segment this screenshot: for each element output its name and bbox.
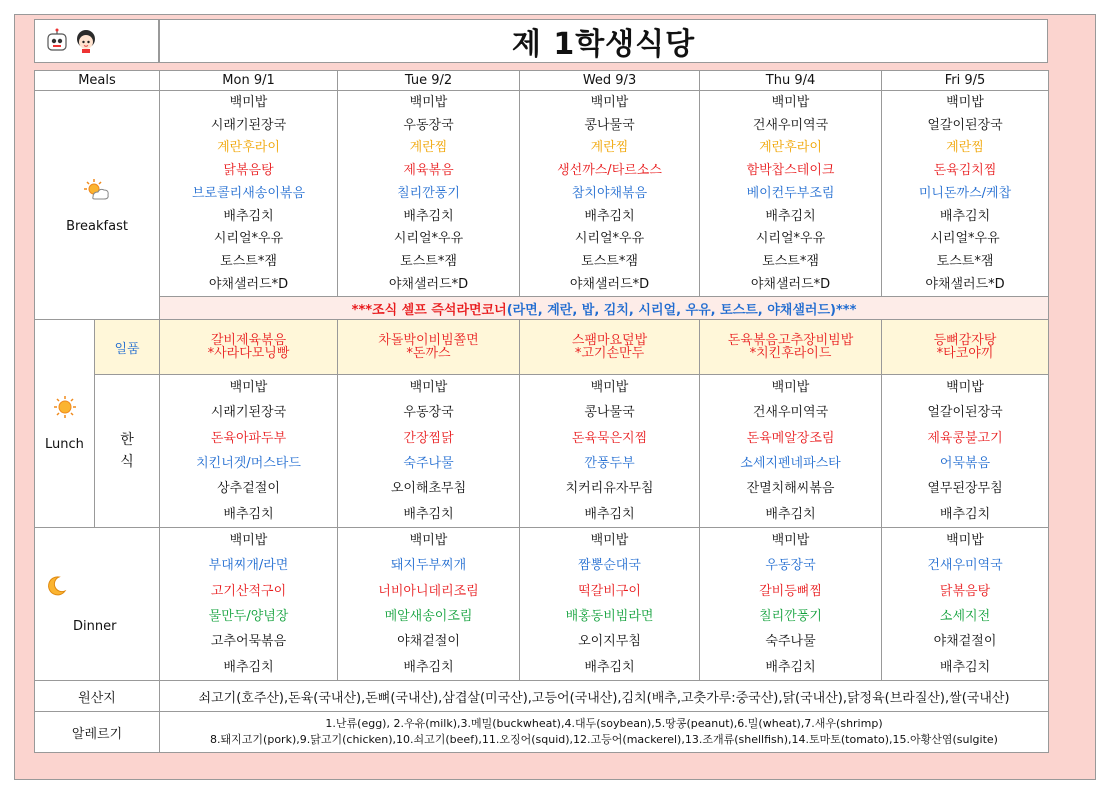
menu-item: 시래기된장국 bbox=[210, 117, 287, 133]
menu-item: 시리얼*우유 bbox=[930, 231, 1000, 247]
header-row bbox=[35, 71, 1049, 91]
menu-item: 돈육김치찜 bbox=[933, 163, 997, 179]
logo-box bbox=[34, 19, 159, 63]
ilpum-label: 일품 bbox=[95, 320, 160, 375]
ilpum-item: 갈비제육볶음 bbox=[210, 333, 287, 348]
breakfast-cell bbox=[700, 91, 882, 297]
day-header: Mon 9/1 bbox=[160, 71, 338, 91]
menu-item: 메알새송이조림 bbox=[384, 609, 473, 625]
menu-item: 토스트*잼 bbox=[762, 254, 819, 270]
ilpum-cell bbox=[338, 320, 520, 375]
ilpum-side: *타코야끼 bbox=[936, 346, 994, 361]
day-header: Tue 9/2 bbox=[338, 71, 520, 91]
hansik-label: 한 식 bbox=[120, 431, 134, 470]
hansik-cell bbox=[700, 375, 882, 528]
menu-item: 닭볶음탕 bbox=[223, 163, 274, 179]
page-title: 제 1학생식당 bbox=[511, 27, 696, 62]
breakfast-cell bbox=[520, 91, 700, 297]
menu-item: 얼갈이된장국 bbox=[927, 405, 1003, 421]
menu-item: 베이컨두부조림 bbox=[746, 185, 835, 201]
day-header: Wed 9/3 bbox=[520, 71, 700, 91]
menu-item: 야채샐러드*D bbox=[388, 277, 469, 292]
menu-item: 백미밥 bbox=[771, 380, 810, 396]
menu-item: 백미밥 bbox=[229, 94, 268, 110]
menu-item: 배추김치 bbox=[403, 659, 454, 675]
menu-item: 제육볶음 bbox=[403, 163, 454, 179]
menu-table bbox=[34, 70, 1049, 753]
menu-item: 배추김치 bbox=[765, 506, 816, 522]
menu-item: 야채샐러드*D bbox=[750, 277, 831, 292]
menu-item: 배추김치 bbox=[223, 506, 274, 522]
menu-item: 치킨너겟/머스타드 bbox=[196, 456, 301, 472]
menu-item: 백미밥 bbox=[771, 533, 810, 549]
menu-item: 백미밥 bbox=[590, 94, 629, 110]
dinner-cell bbox=[700, 528, 882, 681]
menu-item: 계란후라이 bbox=[217, 140, 280, 156]
menu-item: 제육콩불고기 bbox=[927, 430, 1003, 446]
menu-item: 얼갈이된장국 bbox=[927, 117, 1003, 133]
allergy-cell bbox=[160, 712, 1049, 753]
breakfast-note-row bbox=[35, 297, 1049, 320]
menu-item: 고추어묵볶음 bbox=[210, 634, 287, 650]
hansik-label-cell bbox=[95, 375, 160, 528]
menu-item: 야채겉절이 bbox=[933, 634, 997, 650]
ilpum-cell bbox=[520, 320, 700, 375]
menu-item: 배추김치 bbox=[403, 506, 454, 522]
menu-item: 배추김치 bbox=[403, 208, 454, 224]
menu-item: 배추김치 bbox=[584, 506, 635, 522]
ilpum-item: 돈육볶음고추장비빔밥 bbox=[727, 333, 854, 348]
menu-item: 백미밥 bbox=[946, 380, 984, 396]
menu-item: 참치야채볶음 bbox=[571, 185, 648, 201]
dinner-cell bbox=[520, 528, 700, 681]
breakfast-note bbox=[160, 297, 1049, 320]
sun-cloud-icon bbox=[83, 177, 111, 201]
menu-item: 물만두/양념장 bbox=[208, 609, 289, 625]
day-header: Fri 9/5 bbox=[882, 71, 1049, 91]
dinner-cell bbox=[160, 528, 338, 681]
menu-item: 떡갈비구이 bbox=[578, 583, 641, 599]
menu-item: 브로콜리새송이볶음 bbox=[192, 185, 306, 201]
menu-item: 배홍동비빔라면 bbox=[565, 609, 654, 625]
meals-header: Meals bbox=[35, 71, 160, 91]
menu-item: 간장찜닭 bbox=[403, 430, 454, 446]
menu-item: 시리얼*우유 bbox=[755, 231, 826, 247]
dinner-label-cell bbox=[35, 528, 160, 681]
ilpum-side: *돈까스 bbox=[406, 346, 451, 361]
menu-item: 계란후라이 bbox=[759, 140, 822, 156]
menu-item: 칠리깐풍기 bbox=[397, 185, 460, 201]
breakfast-cell bbox=[160, 91, 338, 297]
hansik-cell bbox=[338, 375, 520, 528]
breakfast-row bbox=[35, 91, 1049, 297]
menu-item: 백미밥 bbox=[946, 533, 984, 549]
menu-item: 시리얼*우유 bbox=[393, 231, 464, 247]
menu-item: 백미밥 bbox=[590, 533, 629, 549]
menu-item: 백미밥 bbox=[409, 94, 448, 110]
ilpum-item: 차돌박이비빔쫄면 bbox=[378, 333, 479, 348]
menu-item: 배추김치 bbox=[939, 659, 991, 675]
menu-item: 백미밥 bbox=[409, 380, 448, 396]
breakfast-cell bbox=[882, 91, 1049, 297]
menu-item: 함박찹스테이크 bbox=[746, 163, 835, 179]
ilpum-side: *고기손만두 bbox=[574, 346, 645, 361]
menu-item: 야채샐러드*D bbox=[569, 277, 650, 292]
menu-item: 돈육아파두부 bbox=[210, 430, 287, 446]
menu-item: 고기산적구이 bbox=[210, 583, 287, 599]
menu-item: 계란찜 bbox=[409, 140, 448, 156]
allergy-line-2: 8.돼지고기(pork),9.닭고기(chicken),10.쇠고기(beef),11.오징어(squid),12.고등어(mackerel),13.조개류(shellfish),14.토마토(tomato),15.아황산염(sulgite) bbox=[210, 733, 998, 746]
menu-item: 열무된장무침 bbox=[927, 481, 1003, 497]
dinner-label: Dinner bbox=[73, 618, 117, 634]
dinner-row bbox=[35, 528, 1049, 681]
menu-item: 소세지전 bbox=[939, 609, 991, 625]
menu-item: 돼지두부찌개 bbox=[390, 558, 467, 574]
menu-item: 배추김치 bbox=[939, 208, 991, 224]
menu-item: 토스트*잼 bbox=[581, 254, 638, 270]
sun-icon bbox=[53, 395, 77, 419]
menu-item: 계란찜 bbox=[590, 140, 629, 156]
breakfast-label-cell bbox=[35, 91, 160, 320]
menu-item: 우동장국 bbox=[765, 558, 816, 574]
allergy-line-1: 1.난류(egg), 2.우유(milk),3.메밀(buckwheat),4.대두(soybean),5.땅콩(peanut),6.밀(wheat),7.새우(shrimp) bbox=[325, 716, 883, 730]
menu-item: 상추겉절이 bbox=[217, 481, 280, 497]
menu-item: 숙주나물 bbox=[765, 634, 816, 650]
menu-item: 잔멸치해씨볶음 bbox=[746, 481, 835, 497]
lunch-label: Lunch bbox=[45, 437, 84, 452]
menu-item: 배추김치 bbox=[584, 659, 635, 675]
lunch-ilpum-row bbox=[35, 320, 1049, 375]
menu-item: 짬뽕순대국 bbox=[578, 558, 641, 574]
menu-item: 야채샐러드*D bbox=[925, 277, 1005, 292]
menu-item: 오이해초무침 bbox=[390, 481, 467, 497]
menu-item: 백미밥 bbox=[590, 380, 629, 396]
menu-item: 돈육묵은지찜 bbox=[571, 430, 648, 446]
robot-logo-icon bbox=[45, 28, 69, 54]
menu-item: 어묵볶음 bbox=[939, 456, 991, 472]
menu-item: 치커리유자무침 bbox=[565, 481, 654, 497]
day-header: Thu 9/4 bbox=[700, 71, 882, 91]
menu-item: 숙주나물 bbox=[403, 456, 454, 472]
menu-item: 백미밥 bbox=[771, 94, 810, 110]
menu-item: 칠리깐풍기 bbox=[759, 609, 822, 625]
menu-item: 우동장국 bbox=[403, 117, 454, 133]
title-box bbox=[159, 19, 1048, 63]
menu-item: 우동장국 bbox=[403, 405, 454, 421]
menu-item: 배추김치 bbox=[765, 208, 816, 224]
menu-item: 배추김치 bbox=[223, 659, 274, 675]
lunch-label-cell bbox=[35, 320, 95, 528]
dinner-cell bbox=[882, 528, 1049, 681]
menu-item: 콩나물국 bbox=[584, 405, 635, 421]
breakfast-cell bbox=[338, 91, 520, 297]
menu-item: 배추김치 bbox=[223, 208, 274, 224]
menu-item: 닭볶음탕 bbox=[939, 583, 991, 599]
menu-item: 건새우미역국 bbox=[752, 117, 829, 133]
menu-item: 백미밥 bbox=[946, 94, 984, 110]
hansik-cell bbox=[160, 375, 338, 528]
ilpum-item: 등뼈감자탕 bbox=[933, 333, 997, 348]
menu-item: 야채겉절이 bbox=[397, 634, 460, 650]
note-highlight: 즉석라면코너 bbox=[431, 302, 507, 318]
menu-item: 너비아니데리조림 bbox=[378, 583, 479, 599]
menu-item: 생선까스/타르소스 bbox=[557, 163, 662, 179]
breakfast-label: Breakfast bbox=[66, 218, 128, 234]
allergy-row bbox=[35, 712, 1049, 753]
menu-item: 배추김치 bbox=[765, 659, 816, 675]
menu-item: 토스트*잼 bbox=[400, 254, 457, 270]
ilpum-side: *치킨후라이드 bbox=[749, 346, 832, 361]
menu-item: 시래기된장국 bbox=[210, 405, 287, 421]
menu-item: 콩나물국 bbox=[584, 117, 635, 133]
menu-item: 야채샐러드*D bbox=[208, 277, 289, 292]
origin-text: 쇠고기(호주산),돈육(국내산),돈뼈(국내산),삼겹살(미국산),고등어(국내산),김치(배추,고춧가루:중국산),닭(국내산),닭정육(브라질산),쌀(국내산) bbox=[198, 690, 1010, 706]
menu-item: 계란찜 bbox=[946, 140, 984, 156]
note-prefix: ***조식 셀프 bbox=[351, 302, 432, 318]
hansik-cell bbox=[520, 375, 700, 528]
menu-item: 시리얼*우유 bbox=[213, 231, 284, 247]
menu-item: 오이지무침 bbox=[578, 634, 641, 650]
allergy-label: 알레르기 bbox=[35, 712, 160, 753]
menu-item: 미니돈까스/케찹 bbox=[918, 185, 1012, 201]
menu-item: 부대찌개/라면 bbox=[208, 558, 289, 574]
ilpum-item: 스팸마요덮밥 bbox=[571, 333, 648, 348]
ilpum-cell bbox=[882, 320, 1049, 375]
menu-item: 백미밥 bbox=[229, 380, 268, 396]
dinner-cell bbox=[338, 528, 520, 681]
menu-item: 소세지펜네파스타 bbox=[740, 456, 841, 472]
ilpum-side: *사라다모닝빵 bbox=[207, 346, 290, 361]
ilpum-cell bbox=[160, 320, 338, 375]
hansik-cell bbox=[882, 375, 1049, 528]
menu-item: 갈비등뼈찜 bbox=[759, 583, 822, 599]
menu-item: 건새우미역국 bbox=[752, 405, 829, 421]
ilpum-cell bbox=[700, 320, 882, 375]
menu-item: 시리얼*우유 bbox=[574, 231, 645, 247]
menu-item: 백미밥 bbox=[409, 533, 448, 549]
menu-item: 토스트*잼 bbox=[936, 254, 994, 270]
menu-item: 배추김치 bbox=[584, 208, 635, 224]
menu-item: 깐풍두부 bbox=[584, 456, 635, 472]
menu-item: 건새우미역국 bbox=[927, 558, 1003, 574]
mascot-logo-icon bbox=[73, 28, 99, 54]
origin-label: 원산지 bbox=[35, 681, 160, 712]
note-suffix: (라면, 계란, 밥, 김치, 시리얼, 우유, 토스트, 야채샐러드)*** bbox=[506, 302, 857, 318]
origin-cell bbox=[160, 681, 1049, 712]
moon-icon bbox=[45, 575, 67, 597]
menu-item: 백미밥 bbox=[229, 533, 268, 549]
lunch-hansik-row bbox=[35, 375, 1049, 528]
menu-item: 배추김치 bbox=[939, 506, 991, 522]
menu-item: 돈육메알장조림 bbox=[746, 430, 835, 446]
origin-row bbox=[35, 681, 1049, 712]
menu-item: 토스트*잼 bbox=[220, 254, 277, 270]
